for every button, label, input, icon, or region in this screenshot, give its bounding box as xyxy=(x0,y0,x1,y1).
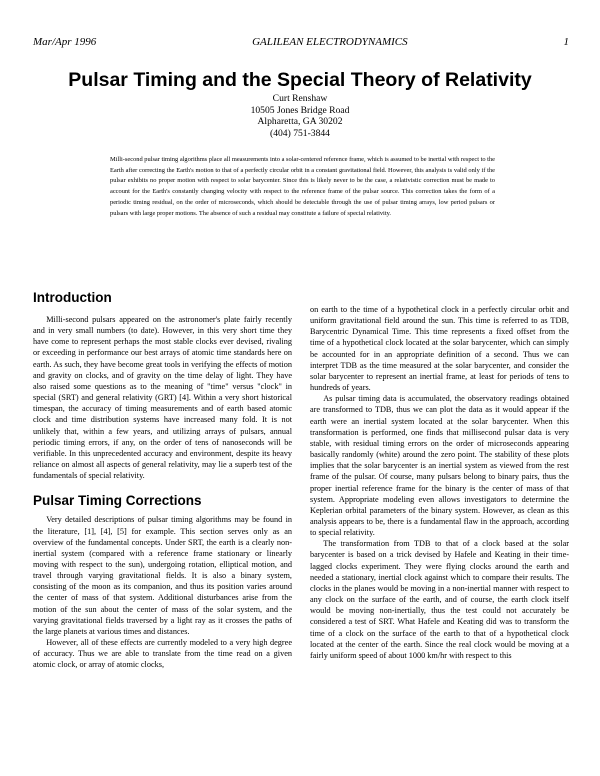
running-header xyxy=(33,36,569,50)
author-address-line2: Alpharetta, GA 30202 xyxy=(257,116,343,128)
paper-title: Pulsar Timing and the Special Theory of Relativity xyxy=(68,69,532,91)
author-name: Curt Renshaw xyxy=(272,93,328,104)
introduction-heading: Introduction xyxy=(33,290,112,305)
author-address-line1: 10505 Jones Bridge Road xyxy=(250,104,350,116)
introduction-paragraph: Milli-second pulsars appeared on the astronomer's plate fairly recently and in very small numbers (to date). However, in this very short time they have come to represent perhaps the most stable clocks ever devised, rivaling or exceeding in performance our best arrays of atomic time standards here on earth. As such, they have become great tools in verifying the effects of motion and gravity on clocks, and of gravity on the time delay of light. They have also raised some questions as to the meaning of "time" versus "clock" in special (SRT) and general relativity (GRT) [4]. Within a very short historical timespan, the accuracy of timing measurements and of earth based atomic clock and time distribution systems have increased many fold. It is not unlikely that, within a few years, and utilizing arrays of pulsars, annual periodic timing errors, if any, on the order of tens of nanoseconds will be verifiable. In this unprecedented accuracy and environment, despite its heavy reliance on almost all aspects of general relativity, may lie a superb test of the fundamentals of special relativity. xyxy=(33,315,292,481)
corrections-paragraph-4: The transformation from TDB to that of a clock based at the solar barycenter is based on a trick devised by Hafele and Keating in their time-lagged clocks experiment. They were flying clocks around the earth and needed a stationary, inertial clock against which to compare their results. The clocks in the planes would be moving in a non-inertial manner with respect to any clock on the surface of the earth, and of course, the earth clock itself would be moving non-inertially, thus the test could not accurately be considered a test of SRT. What Hafele and Keating did was to transform the time of a clock on the surface of the earth to that of a hypothetical clock located at the center of the earth. Since the real clock would be moving at a fairly uniform speed of about 1000 km/hr with respect to this xyxy=(310,539,569,660)
left-column xyxy=(33,290,292,671)
journal-name: GALILEAN ELECTRODYNAMICS xyxy=(252,36,408,48)
author-block xyxy=(0,93,600,140)
issue-date: Mar/Apr 1996 xyxy=(33,36,97,48)
right-column xyxy=(310,304,569,661)
corrections-paragraph-2: However, all of these effects are currently modeled to a very high degree of accuracy. Thus we are able to translate from the time read on a given atomic clock, or array of atomic clocks, xyxy=(33,638,292,670)
abstract: Milli-second pulsar timing algorithms place all measurements into a solar-centered reference frame, which is assumed to be inertial with respect to the Earth after correcting the Earth's motion to that of a perfectly circular orbit in a constant gravitational field. However, this analysis is valid only if the pulsar exhibits no proper motion with respect to solar barycenter. Since this is likely never to be the case, a relativistic correction must be made to account for the Earth's constantly changing velocity with respect to the reference frame of the pulsar source. This correction takes the form of a periodic timing residual, on the order of microseconds, which should be detectable through the use of pulsar timing arrays, low period pulsars or pulsars with large proper motions. The absence of such a residual may constitute a failure of special relativity. xyxy=(110,156,495,217)
page-number: 1 xyxy=(563,36,569,48)
corrections-heading: Pulsar Timing Corrections xyxy=(33,493,202,509)
corrections-paragraph-1: Very detailed descriptions of pulsar timing algorithms may be found in the literature, [1], [4], [5] for example. This section serves only as an overview of the fundamental concepts. Under SRT, the earth is a clearly non-inertial system (compared with a reference frame stationary or linearly moving with respect to the sun), undergoing rotation, elliptical motion, and travel through varying gravitational fields. It is also a binary system, consisting of the moon as its companion, and thus its position varies around the center of mass of that system. Additional disturbances arise from the motion of the sun about the center of mass of the solar system, and the varying gravitational fields traversed by a light ray as it crosses the paths of the large planets at various times and distances. xyxy=(33,515,292,636)
corrections-paragraph-3: As pulsar timing data is accumulated, the observatory readings obtained are transformed to TDB, thus we can plot the data as it would appear if the earth were an inertial system located at the solar barycenter. When this transformation is performed, one finds that millisecond pulsar data is very stable, with residual timing errors on the order of microseconds appearing basically randomly (white) around the zero point. The stability of these plots implies that the solar barycenter is an inertial system as viewed from the rest frame of the pulsar. Of course, many pulsars belong to binary pairs, thus the proper inertial reference frame for the binary is the center of mass of that system. Appropriate modeling even allows investigators to determine the Keplerian orbital parameters of the binary system. However, as clean as this analysis appears to be, there is a fundamental flaw in the approach, according to special relativity. xyxy=(310,394,569,538)
corrections-paragraph-2-continued: on earth to the time of a hypothetical clock in a perfectly circular orbit and uniform gravitational field around the sun. This time is referred to as TDB, Barycentric Dynamical Time. This time represents a fixed offset from the time of a hypothetical clock located at the solar barycenter, which can simply be accounted for in an appropriate definition of a second. Thus we can interpret TDB as the time measured at the solar barycenter, and consider the solar barycenter to represent an inertial frame, at least for periods of tens to hundreds of years. xyxy=(310,305,569,393)
author-phone: (404) 751-3844 xyxy=(270,128,330,140)
